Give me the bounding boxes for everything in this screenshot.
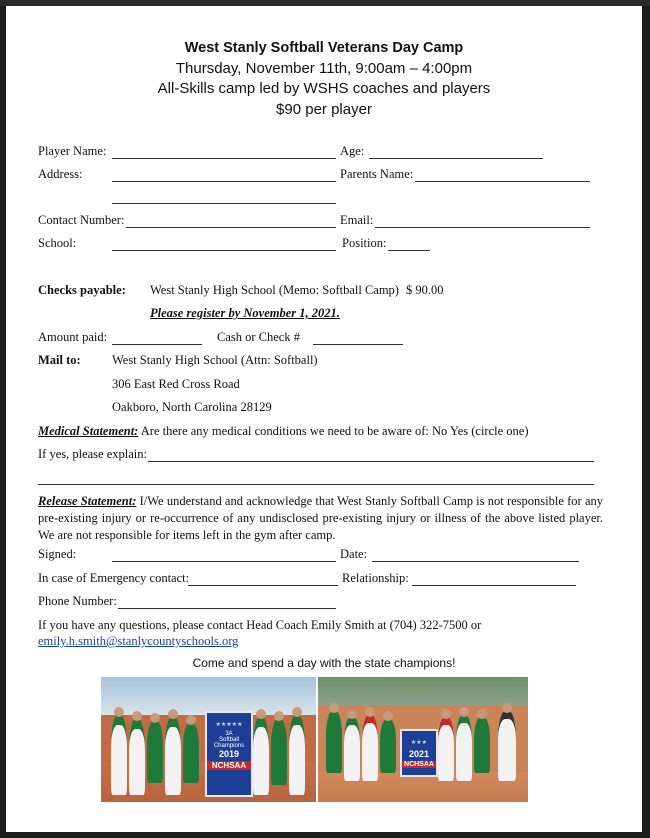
contact-info: If you have any questions, please contact Head Coach Emily Smith at (704) 322-7500 or [38,618,482,632]
camp-price: $90 per player [276,101,372,118]
banner-stars-icon: ★★★★★ [215,722,243,728]
cash-or-check-label: Cash or Check # [217,330,300,344]
release-statement [38,493,603,544]
mail-address-line3: Oakboro, North Carolina 28129 [112,400,272,414]
amount-paid-field[interactable] [112,344,202,345]
flyer-page [6,6,642,832]
banner-stars-icon-2021: ★★★ [410,740,428,746]
emergency-contact-field[interactable] [188,585,338,586]
champions-banner-2021: ★★★ 2021 NCHSAA [400,729,438,777]
player-name-label: Player Name: [38,144,107,158]
parents-name-label: Parents Name: [340,167,414,181]
mail-address-line2: 306 East Red Cross Road [112,377,240,391]
position-field[interactable] [388,250,430,251]
medical-explain-label: If yes, please explain: [38,447,147,461]
camp-tagline: All-Skills camp led by WSHS coaches and players [157,80,491,97]
flyer-title: West Stanly Softball Veterans Day Camp [184,40,464,56]
address-field-line2[interactable] [112,203,336,204]
checks-payable-label: Checks payable: [38,283,126,297]
release-statement-label: Release Statement: [38,494,137,508]
medical-question: Are there any medical conditions we need to be aware of: No Yes (circle one) [140,424,529,438]
date-field[interactable] [372,561,579,562]
champions-banner-2019: ★★★★★ 3A Softball Champions 2019 NCHSAA [205,711,253,797]
mail-address-line1: West Stanly High School (Attn: Softball) [112,353,318,367]
register-deadline: Please register by November 1, 2021. [150,306,340,320]
relationship-label: Relationship: [342,571,409,585]
checks-payable-value: West Stanly High School (Memo: Softball Camp) [150,283,399,297]
signed-label: Signed: [38,547,77,561]
contact-number-field[interactable] [126,227,336,228]
date-label: Date: [340,547,368,561]
school-label: School: [38,236,77,250]
phone-number-label: Phone Number: [38,594,117,608]
amount-paid-label: Amount paid: [38,330,108,344]
coach-email-link[interactable]: emily.h.smith@stanlycountyschools.org [38,634,239,648]
email-label: Email: [340,213,374,227]
release-statement-text: I/We understand and acknowledge that West Stanly Softball Camp is not responsible for any pre-existing injury or re-occurrence of any undisclosed pre-existing injury or illness of the above listed player. We are not responsible for items left in the gym after camp. [38,494,604,542]
medical-explain-field-2[interactable] [38,484,594,485]
team-photo-2021 [318,677,528,802]
emergency-contact-label: In case of Emergency contact: [38,571,190,585]
address-label: Address: [38,167,83,181]
medical-statement [38,424,528,439]
age-field[interactable] [369,158,543,159]
mail-to-label: Mail to: [38,353,81,367]
medical-statement-label: Medical Statement: [38,424,139,438]
parents-name-field[interactable] [415,181,590,182]
position-label: Position: [342,236,387,250]
camp-date: Thursday, November 11th, 9:00am – 4:00pm [175,60,473,77]
invite-line: Come and spend a day with the state champions! [192,656,456,670]
camp-amount: $ 90.00 [406,283,444,297]
contact-number-label: Contact Number: [38,213,125,227]
age-label: Age: [340,144,365,158]
address-field-line1[interactable] [112,181,336,182]
email-field[interactable] [375,227,590,228]
phone-number-field[interactable] [118,608,336,609]
team-photo-2019 [101,677,316,802]
relationship-field[interactable] [412,585,576,586]
medical-explain-field[interactable] [148,461,594,462]
check-number-field[interactable] [313,344,403,345]
signature-field[interactable] [112,561,336,562]
school-field[interactable] [112,250,336,251]
player-name-field[interactable] [112,158,336,159]
